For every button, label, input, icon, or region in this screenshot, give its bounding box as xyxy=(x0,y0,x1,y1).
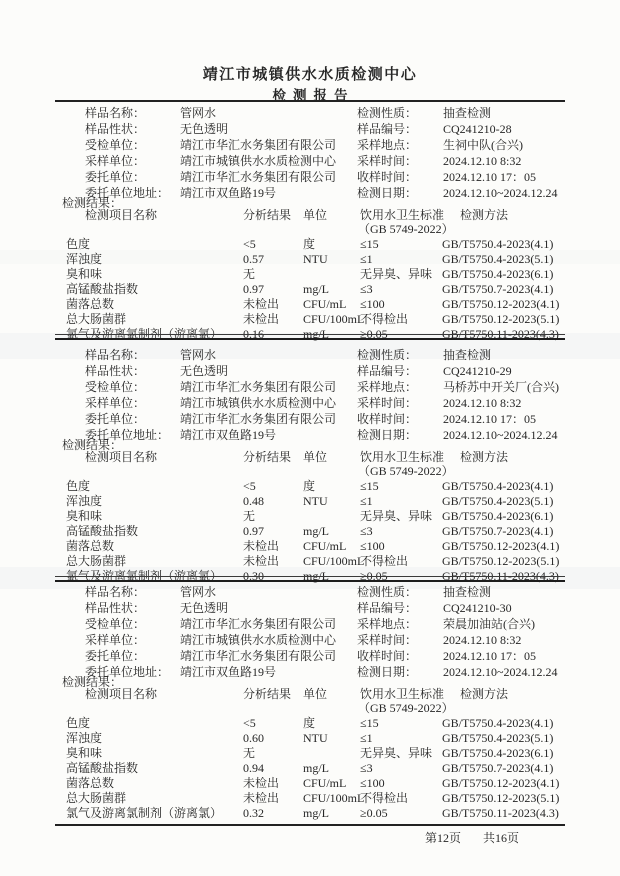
column-header: 饮用水卫生标准 xyxy=(360,450,445,464)
field-value: 抽查检测 xyxy=(443,106,492,120)
sample-section-3 xyxy=(55,585,565,828)
item-unit: mg/L xyxy=(303,569,329,583)
section-divider-thick xyxy=(55,338,565,340)
field-label: 检测日期： xyxy=(357,186,418,200)
result-row xyxy=(55,806,565,820)
info-row xyxy=(55,585,565,600)
header-rule xyxy=(55,100,565,102)
item-standard: 不得检出 xyxy=(360,791,409,805)
item-result: 未检出 xyxy=(243,312,280,326)
field-value: 管网水 xyxy=(180,348,217,362)
item-standard: ≤1 xyxy=(360,252,373,266)
item-unit: NTU xyxy=(303,494,328,508)
sample-section-2 xyxy=(55,348,565,591)
field-label: 样品名称： xyxy=(85,106,146,120)
item-unit: mg/L xyxy=(303,524,329,538)
item-unit: CFU/100mL xyxy=(303,791,365,805)
item-standard: ≥0.05 xyxy=(360,569,388,583)
field-label: 样品性状： xyxy=(85,122,146,136)
result-row xyxy=(55,297,565,311)
result-row xyxy=(55,731,565,745)
item-method: GB/T5750.12-2023(4.1) xyxy=(442,297,560,311)
sample-section-1 xyxy=(55,106,565,349)
field-label: 委托单位： xyxy=(85,412,146,426)
item-method: GB/T5750.12-2023(5.1) xyxy=(442,312,560,326)
field-value: 靖江市双鱼路19号 xyxy=(180,186,277,200)
info-row xyxy=(55,122,565,137)
item-result: 未检出 xyxy=(243,776,280,790)
item-name: 氯气及游离氯制剂（游离氯） xyxy=(66,569,223,583)
item-method: GB/T5750.4-2023(4.1) xyxy=(442,716,554,730)
results-table-header xyxy=(55,451,565,464)
result-row xyxy=(55,539,565,553)
item-method: GB/T5750.7-2023(4.1) xyxy=(442,524,554,538)
item-standard: ≤100 xyxy=(360,297,385,311)
item-unit: CFU/mL xyxy=(303,297,347,311)
result-row xyxy=(55,716,565,730)
field-label: 委托单位地址： xyxy=(85,665,170,679)
field-value: 靖江市华汇水务集团有限公司 xyxy=(180,412,337,426)
item-standard: ≤15 xyxy=(360,479,379,493)
info-row xyxy=(55,396,565,411)
column-header: 单位 xyxy=(303,208,328,222)
field-value: 无色透明 xyxy=(180,122,229,136)
info-row xyxy=(55,154,565,169)
field-value: 管网水 xyxy=(180,585,217,599)
item-standard: 无异臭、异味 xyxy=(360,509,433,523)
item-standard: ≤15 xyxy=(360,716,379,730)
field-value: 靖江市城镇供水水质检测中心 xyxy=(180,396,337,410)
field-value: 抽查检测 xyxy=(443,348,492,362)
result-row xyxy=(55,494,565,508)
field-label: 受检单位： xyxy=(85,138,146,152)
item-name: 浑浊度 xyxy=(66,252,103,266)
field-value: 2024.12.10 17：05 xyxy=(443,170,537,184)
field-value: 靖江市华汇水务集团有限公司 xyxy=(180,649,337,663)
item-method: GB/T5750.11-2023(4.3) xyxy=(442,327,559,341)
item-method: GB/T5750.11-2023(4.3) xyxy=(442,806,559,820)
item-name: 臭和味 xyxy=(66,267,103,281)
field-label: 检测性质： xyxy=(357,585,418,599)
item-method: GB/T5750.4-2023(6.1) xyxy=(442,267,554,281)
info-row xyxy=(55,633,565,648)
item-name: 色度 xyxy=(66,237,91,251)
field-label: 采样地点： xyxy=(357,138,418,152)
column-header: 检测方法 xyxy=(460,208,509,222)
results-table-header-line2 xyxy=(55,465,565,478)
item-result: <5 xyxy=(243,716,256,730)
field-value: 2024.12.10 17：05 xyxy=(443,649,537,663)
item-name: 色度 xyxy=(66,716,91,730)
item-result: 未检出 xyxy=(243,791,280,805)
field-label: 检测日期： xyxy=(357,428,418,442)
result-row xyxy=(55,267,565,281)
item-name: 浑浊度 xyxy=(66,494,103,508)
item-unit: CFU/100mL xyxy=(303,554,365,568)
page-number: 第12页 xyxy=(425,831,462,845)
item-method: GB/T5750.4-2023(5.1) xyxy=(442,731,554,745)
column-header: 检测项目名称 xyxy=(85,450,158,464)
results-table-header xyxy=(55,688,565,701)
column-header: 分析结果 xyxy=(243,208,292,222)
item-result: 0.94 xyxy=(243,761,264,775)
section-divider-thin xyxy=(55,576,565,577)
item-name: 臭和味 xyxy=(66,746,103,760)
result-row xyxy=(55,282,565,296)
item-method: GB/T5750.4-2023(5.1) xyxy=(442,494,554,508)
item-result: 未检出 xyxy=(243,554,280,568)
page-title: 靖江市城镇供水水质检测中心 xyxy=(202,67,418,83)
result-row xyxy=(55,776,565,790)
field-label: 采样地点： xyxy=(357,380,418,394)
field-value: CQ241210-30 xyxy=(443,601,512,615)
item-name: 浑浊度 xyxy=(66,731,103,745)
item-result: 无 xyxy=(243,267,256,281)
item-standard: ≤3 xyxy=(360,524,373,538)
field-value: CQ241210-29 xyxy=(443,364,512,378)
result-row xyxy=(55,791,565,805)
column-header: 单位 xyxy=(303,450,328,464)
item-unit: 度 xyxy=(303,237,316,251)
field-label: 委托单位： xyxy=(85,649,146,663)
info-row xyxy=(55,601,565,616)
item-result: 0.32 xyxy=(243,806,264,820)
item-method: GB/T5750.4-2023(6.1) xyxy=(442,746,554,760)
field-value: 管网水 xyxy=(180,106,217,120)
info-row xyxy=(55,428,565,443)
item-standard: ≤1 xyxy=(360,731,373,745)
result-row xyxy=(55,524,565,538)
field-value: 荣晨加油站(合兴) xyxy=(443,617,535,631)
field-value: 无色透明 xyxy=(180,601,229,615)
item-name: 氯气及游离氯制剂（游离氯） xyxy=(66,806,223,820)
column-header: 检测项目名称 xyxy=(85,687,158,701)
field-value: 2024.12.10~2024.12.24 xyxy=(443,186,558,200)
field-label: 采样单位： xyxy=(85,154,146,168)
field-label: 收样时间： xyxy=(357,412,418,426)
item-name: 总大肠菌群 xyxy=(66,554,127,568)
item-standard: ≥0.05 xyxy=(360,806,388,820)
item-unit: CFU/100mL xyxy=(303,312,365,326)
result-row xyxy=(55,237,565,251)
item-name: 高锰酸盐指数 xyxy=(66,761,139,775)
item-standard: 不得检出 xyxy=(360,554,409,568)
item-name: 高锰酸盐指数 xyxy=(66,524,139,538)
field-value: 马桥苏中开关厂(合兴) xyxy=(443,380,559,394)
item-result: <5 xyxy=(243,237,256,251)
field-label: 样品名称： xyxy=(85,348,146,362)
field-value: 靖江市双鱼路19号 xyxy=(180,428,277,442)
field-value: 2024.12.10 8:32 xyxy=(443,154,522,168)
field-label: 采样时间： xyxy=(357,154,418,168)
results-label: 检测结果： xyxy=(62,438,123,452)
item-result: 0.97 xyxy=(243,524,264,538)
field-value: CQ241210-28 xyxy=(443,122,512,136)
info-row xyxy=(55,649,565,664)
item-name: 菌落总数 xyxy=(66,776,115,790)
item-standard: 无异臭、异味 xyxy=(360,267,433,281)
field-label: 采样时间： xyxy=(357,396,418,410)
column-header: 单位 xyxy=(303,687,328,701)
field-value: 靖江市华汇水务集团有限公司 xyxy=(180,617,337,631)
column-header: （GB 5749-2022） xyxy=(358,464,454,478)
field-label: 检测性质： xyxy=(357,348,418,362)
item-unit: CFU/mL xyxy=(303,776,347,790)
column-header: 检测方法 xyxy=(460,687,509,701)
item-name: 菌落总数 xyxy=(66,297,115,311)
info-row xyxy=(55,138,565,153)
column-header: 分析结果 xyxy=(243,450,292,464)
item-result: 0.16 xyxy=(243,327,264,341)
field-label: 检测日期： xyxy=(357,665,418,679)
info-row xyxy=(55,617,565,632)
field-label: 采样时间： xyxy=(357,633,418,647)
item-unit: CFU/mL xyxy=(303,539,347,553)
field-label: 收样时间： xyxy=(357,649,418,663)
field-label: 委托单位地址： xyxy=(85,186,170,200)
footer-rule xyxy=(55,824,565,826)
field-value: 靖江市华汇水务集团有限公司 xyxy=(180,138,337,152)
section-divider-thick xyxy=(55,580,565,582)
item-unit: 度 xyxy=(303,716,316,730)
field-label: 样品编号： xyxy=(357,364,418,378)
item-name: 氯气及游离氯制剂（游离氯） xyxy=(66,327,223,341)
result-row xyxy=(55,312,565,326)
field-value: 2024.12.10~2024.12.24 xyxy=(443,665,558,679)
field-label: 委托单位地址： xyxy=(85,428,170,442)
item-method: GB/T5750.7-2023(4.1) xyxy=(442,282,554,296)
result-row xyxy=(55,509,565,523)
field-value: 2024.12.10 8:32 xyxy=(443,633,522,647)
item-unit: mg/L xyxy=(303,806,329,820)
column-header: 检测项目名称 xyxy=(85,208,158,222)
item-method: GB/T5750.4-2023(4.1) xyxy=(442,479,554,493)
item-name: 臭和味 xyxy=(66,509,103,523)
field-label: 受检单位： xyxy=(85,617,146,631)
field-value: 靖江市城镇供水水质检测中心 xyxy=(180,154,337,168)
field-value: 抽查检测 xyxy=(443,585,492,599)
field-label: 受检单位： xyxy=(85,380,146,394)
item-result: 0.57 xyxy=(243,252,264,266)
item-result: 0.48 xyxy=(243,494,264,508)
field-value: 2024.12.10 8:32 xyxy=(443,396,522,410)
result-row xyxy=(55,554,565,568)
field-value: 生祠中队(合兴) xyxy=(443,138,523,152)
field-label: 样品性状： xyxy=(85,601,146,615)
column-header: （GB 5749-2022） xyxy=(358,222,454,236)
field-label: 委托单位： xyxy=(85,170,146,184)
results-table-header-line2 xyxy=(55,702,565,715)
item-standard: 不得检出 xyxy=(360,312,409,326)
item-result: 0.30 xyxy=(243,569,264,583)
item-result: 未检出 xyxy=(243,297,280,311)
results-table-header-line2 xyxy=(55,223,565,236)
total-pages: 共16页 xyxy=(483,831,520,845)
item-name: 总大肠菌群 xyxy=(66,312,127,326)
field-value: 2024.12.10 17：05 xyxy=(443,412,537,426)
field-label: 采样单位： xyxy=(85,396,146,410)
item-unit: 度 xyxy=(303,479,316,493)
item-result: 无 xyxy=(243,509,256,523)
field-label: 样品名称： xyxy=(85,585,146,599)
result-row xyxy=(55,252,565,266)
result-row xyxy=(55,746,565,760)
item-standard: ≤1 xyxy=(360,494,373,508)
item-standard: 无异臭、异味 xyxy=(360,746,433,760)
item-method: GB/T5750.12-2023(5.1) xyxy=(442,791,560,805)
info-row xyxy=(55,170,565,185)
section-divider-thin xyxy=(55,334,565,335)
results-table-header xyxy=(55,209,565,222)
item-method: GB/T5750.7-2023(4.1) xyxy=(442,761,554,775)
field-label: 样品性状： xyxy=(85,364,146,378)
results-label: 检测结果： xyxy=(62,675,123,689)
column-header: 检测方法 xyxy=(460,450,509,464)
column-header: 饮用水卫生标准 xyxy=(360,687,445,701)
item-method: GB/T5750.4-2023(5.1) xyxy=(442,252,554,266)
info-row xyxy=(55,380,565,395)
info-row xyxy=(55,412,565,427)
item-result: 未检出 xyxy=(243,539,280,553)
result-row xyxy=(55,479,565,493)
item-result: 无 xyxy=(243,746,256,760)
item-unit: mg/L xyxy=(303,282,329,296)
field-label: 采样单位： xyxy=(85,633,146,647)
info-row xyxy=(55,348,565,363)
item-unit: NTU xyxy=(303,252,328,266)
field-value: 2024.12.10~2024.12.24 xyxy=(443,428,558,442)
item-standard: ≤100 xyxy=(360,776,385,790)
field-value: 靖江市双鱼路19号 xyxy=(180,665,277,679)
item-standard: ≤100 xyxy=(360,539,385,553)
item-unit: mg/L xyxy=(303,327,329,341)
column-header: （GB 5749-2022） xyxy=(358,701,454,715)
item-name: 高锰酸盐指数 xyxy=(66,282,139,296)
info-row xyxy=(55,186,565,201)
results-label: 检测结果： xyxy=(62,196,123,210)
page-footer xyxy=(425,831,565,845)
field-label: 样品编号： xyxy=(357,122,418,136)
field-value: 靖江市华汇水务集团有限公司 xyxy=(180,170,337,184)
result-row xyxy=(55,761,565,775)
item-standard: ≤3 xyxy=(360,282,373,296)
item-name: 色度 xyxy=(66,479,91,493)
item-name: 总大肠菌群 xyxy=(66,791,127,805)
info-row xyxy=(55,364,565,379)
field-value: 无色透明 xyxy=(180,364,229,378)
field-label: 收样时间： xyxy=(357,170,418,184)
field-label: 样品编号： xyxy=(357,601,418,615)
info-row xyxy=(55,665,565,680)
report-subtitle: 检测报告 xyxy=(272,88,355,103)
field-value: 靖江市华汇水务集团有限公司 xyxy=(180,380,337,394)
item-method: GB/T5750.12-2023(4.1) xyxy=(442,776,560,790)
item-method: GB/T5750.12-2023(5.1) xyxy=(442,554,560,568)
item-unit: NTU xyxy=(303,731,328,745)
item-name: 菌落总数 xyxy=(66,539,115,553)
column-header: 饮用水卫生标准 xyxy=(360,208,445,222)
field-value: 靖江市城镇供水水质检测中心 xyxy=(180,633,337,647)
column-header: 分析结果 xyxy=(243,687,292,701)
item-method: GB/T5750.4-2023(4.1) xyxy=(442,237,554,251)
field-label: 检测性质： xyxy=(357,106,418,120)
item-unit: mg/L xyxy=(303,761,329,775)
item-standard: ≥0.05 xyxy=(360,327,388,341)
item-result: <5 xyxy=(243,479,256,493)
item-method: GB/T5750.12-2023(4.1) xyxy=(442,539,560,553)
info-row xyxy=(55,106,565,121)
item-method: GB/T5750.11-2023(4.3) xyxy=(442,569,559,583)
item-result: 0.97 xyxy=(243,282,264,296)
item-standard: ≤3 xyxy=(360,761,373,775)
item-standard: ≤15 xyxy=(360,237,379,251)
item-result: 0.60 xyxy=(243,731,264,745)
item-method: GB/T5750.4-2023(6.1) xyxy=(442,509,554,523)
field-label: 采样地点： xyxy=(357,617,418,631)
